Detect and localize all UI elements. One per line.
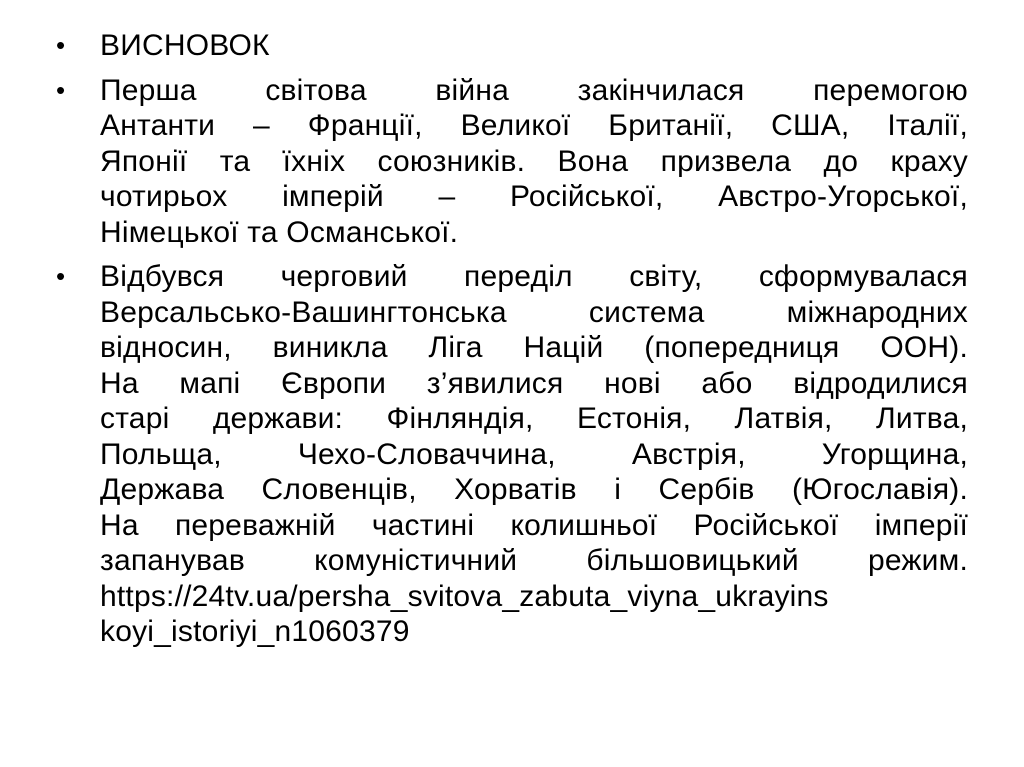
source-link-continued[interactable]: koyi_istoriyi_n1060379	[100, 615, 410, 648]
bullet-item-world-redivision	[56, 259, 968, 650]
paragraph-line: старі держави: Фінляндія, Естонія, Латвія, Литва,	[100, 402, 968, 435]
paragraph-line: На мапі Європи з’явилися нові або відродилися	[100, 366, 968, 400]
paragraph-line: чотирьох імперій – Російської, Австро-Угорської,	[100, 180, 968, 213]
paragraph-line: Антанти – Франції, Великої Британії, США, Італії,	[100, 109, 968, 142]
bullet-list	[56, 28, 968, 650]
conclusion-heading: ВИСНОВОК	[100, 29, 270, 62]
paragraph-line: Японії та їхніх союзників. Вона призвела до краху	[100, 144, 968, 178]
bullet-icon: •	[56, 261, 66, 291]
source-link[interactable]: https://24tv.ua/persha_svitova_zabuta_viyna_ukrayins	[100, 579, 829, 613]
bullet-icon: •	[56, 74, 66, 105]
paragraph-line: Німецької та Османської.	[100, 215, 459, 249]
bullet-item-war-outcome	[56, 73, 968, 251]
paragraph-line: Держава Словенців, Хорватів і Сербів (Югославія).	[100, 473, 968, 506]
paragraph-line: відносин, виникла Ліга Націй (попередниця ООН).	[100, 331, 968, 364]
war-outcome-paragraph	[100, 73, 968, 251]
world-redivision-paragraph	[100, 259, 968, 650]
paragraph-line: Версальсько-Вашингтонська система міжнародних	[100, 295, 968, 329]
bullet-item-heading	[56, 28, 968, 64]
bullet-icon: •	[56, 30, 66, 60]
paragraph-line: На переважній частині колишньої Російської імперії	[100, 508, 968, 542]
paragraph-line: Польща, Чехо-Словаччина, Австрія, Угорщина,	[100, 437, 968, 471]
paragraph-line: запанував комуністичний більшовицький режим.	[100, 544, 968, 577]
paragraph-line: Перша світова війна закінчилася перемогою	[100, 73, 968, 107]
paragraph-line: Відбувся черговий переділ світу, сформувалася	[100, 260, 968, 293]
